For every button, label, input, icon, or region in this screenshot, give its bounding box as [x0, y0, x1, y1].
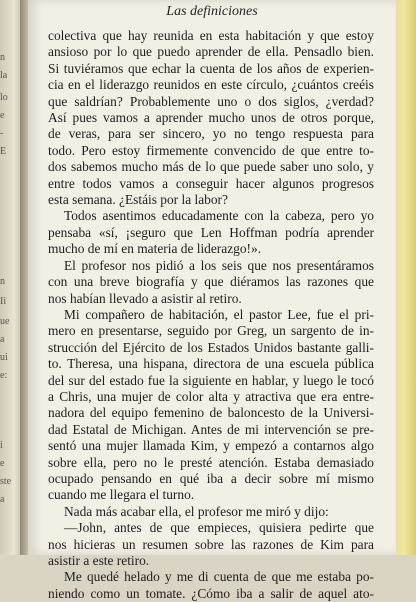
text-line: a Chris, una mujer de color alta y atractiva que era entre-: [48, 388, 374, 404]
text-line: nadora del equipo femenino de baloncesto de la Universi-: [48, 405, 374, 421]
text-line: que saldrían? Probablemente uno o dos siglos, ¿verdad?: [48, 93, 374, 109]
text-line: dos sabemos mucho más de lo que puede saber uno solo, y: [48, 159, 374, 175]
left-page-fragment: e: [0, 110, 5, 121]
text-line: dad Estatal de Michigan. Antes de mi intervención se pre-: [48, 421, 374, 437]
text-line: entre todos vamos a conseguir hacer algunos progresos: [48, 175, 374, 191]
text-line: pensaba «sí, ¡seguro que Len Hoffman podría aprender: [48, 224, 374, 240]
text-line: con una breve biografía y que diéramos las razones que: [48, 274, 374, 290]
text-line: Nada más acabar ella, el profesor me miró y dijo:: [64, 503, 329, 519]
text-line: nos habían llevado a asistir al retiro.: [48, 290, 242, 306]
text-line: Así pues vamos a aprender mucho unos de otros porque,: [48, 110, 374, 126]
left-page-fragment: n: [0, 52, 5, 63]
text-line: sobre ella, pero no le presté atención. Estaba demasiado: [48, 454, 374, 470]
text-line: asistir a este retiro.: [48, 553, 150, 568]
text-line: ansioso por lo que puedo aprender de ella. Pensadlo bien.: [48, 44, 374, 60]
text-line: to. Theresa, una hispana, directora de una escuela pública: [48, 356, 374, 372]
book-page: [28, 0, 396, 601]
left-page-fragment: e:: [0, 370, 8, 381]
text-line: El profesor nos pidió a los seis que nos presentáramos: [64, 257, 374, 273]
text-line: ocupado pensando en qué iba a decir sobre mí mismo: [48, 470, 374, 486]
page-edges: [396, 0, 416, 555]
left-page-fragment: e: [0, 458, 5, 469]
text-line: mucho de mí en materia de liderazgo!».: [48, 241, 262, 257]
left-page-fragment: n: [0, 276, 5, 287]
text-line: cuando me llegara el turno.: [48, 487, 195, 503]
body-text: [48, 28, 374, 602]
left-page-fragment: i: [0, 440, 3, 451]
text-line: cia en el liderazgo reunidos en este círculo, ¿cuántos creéis: [48, 77, 374, 93]
text-line: Me quedé helado y me di cuenta de que me estaba po-: [64, 569, 374, 585]
text-line: Mi compañero de habitación, el pastor Lee, fue el pri-: [64, 306, 374, 322]
text-line: Si tuviéramos que echar la cuenta de los años de experien-: [48, 60, 374, 76]
left-page-fragment: ste: [0, 476, 12, 487]
text-line: nos hicieras un resumen sobre las razones de Kim para: [48, 536, 374, 552]
text-line: niendo como un tomate. ¿Cómo iba a salir de aquel ato-: [48, 585, 374, 601]
text-line: esta semana. ¿Estáis por la labor?: [48, 192, 228, 208]
left-page-fragment: ui: [0, 352, 8, 363]
left-page-fragment: a: [0, 494, 5, 505]
left-page-fragment: a: [0, 334, 5, 345]
text-line: Todos asentimos educadamente con la cabeza, pero yo: [64, 208, 374, 224]
text-line: colectiva que hay reunida en esta habitación y que estoy: [48, 28, 374, 43]
text-line: todo. Pero estoy firmemente convencido de que entre to-: [48, 142, 374, 158]
text-line: del sur del estado fue la siguiente en hablar, y luego le tocó: [48, 372, 374, 388]
running-header: Las definiciones: [166, 4, 258, 19]
text-line: sentó una mujer llamada Kim, y empezó a contarnos algo: [48, 438, 374, 454]
left-page-fragment: E: [0, 146, 7, 157]
text-line: strucción del Ejército de los Estados Unidos bastante galli-: [48, 339, 374, 355]
left-page-fragment: ue: [0, 316, 10, 327]
left-page-fragment: lo: [0, 92, 8, 103]
text-line: de veras, para ser sincero, yo no tengo respuesta para: [48, 126, 374, 142]
text-line: mero en presentarse, seguido por Greg, un sargento de in-: [48, 323, 374, 339]
left-page-fragment: -: [0, 128, 4, 139]
left-page-fragment: la: [0, 70, 8, 81]
left-page-fragment: Ii: [0, 296, 7, 307]
text-line: —John, antes de que empieces, quisiera pedirte que: [64, 520, 374, 536]
